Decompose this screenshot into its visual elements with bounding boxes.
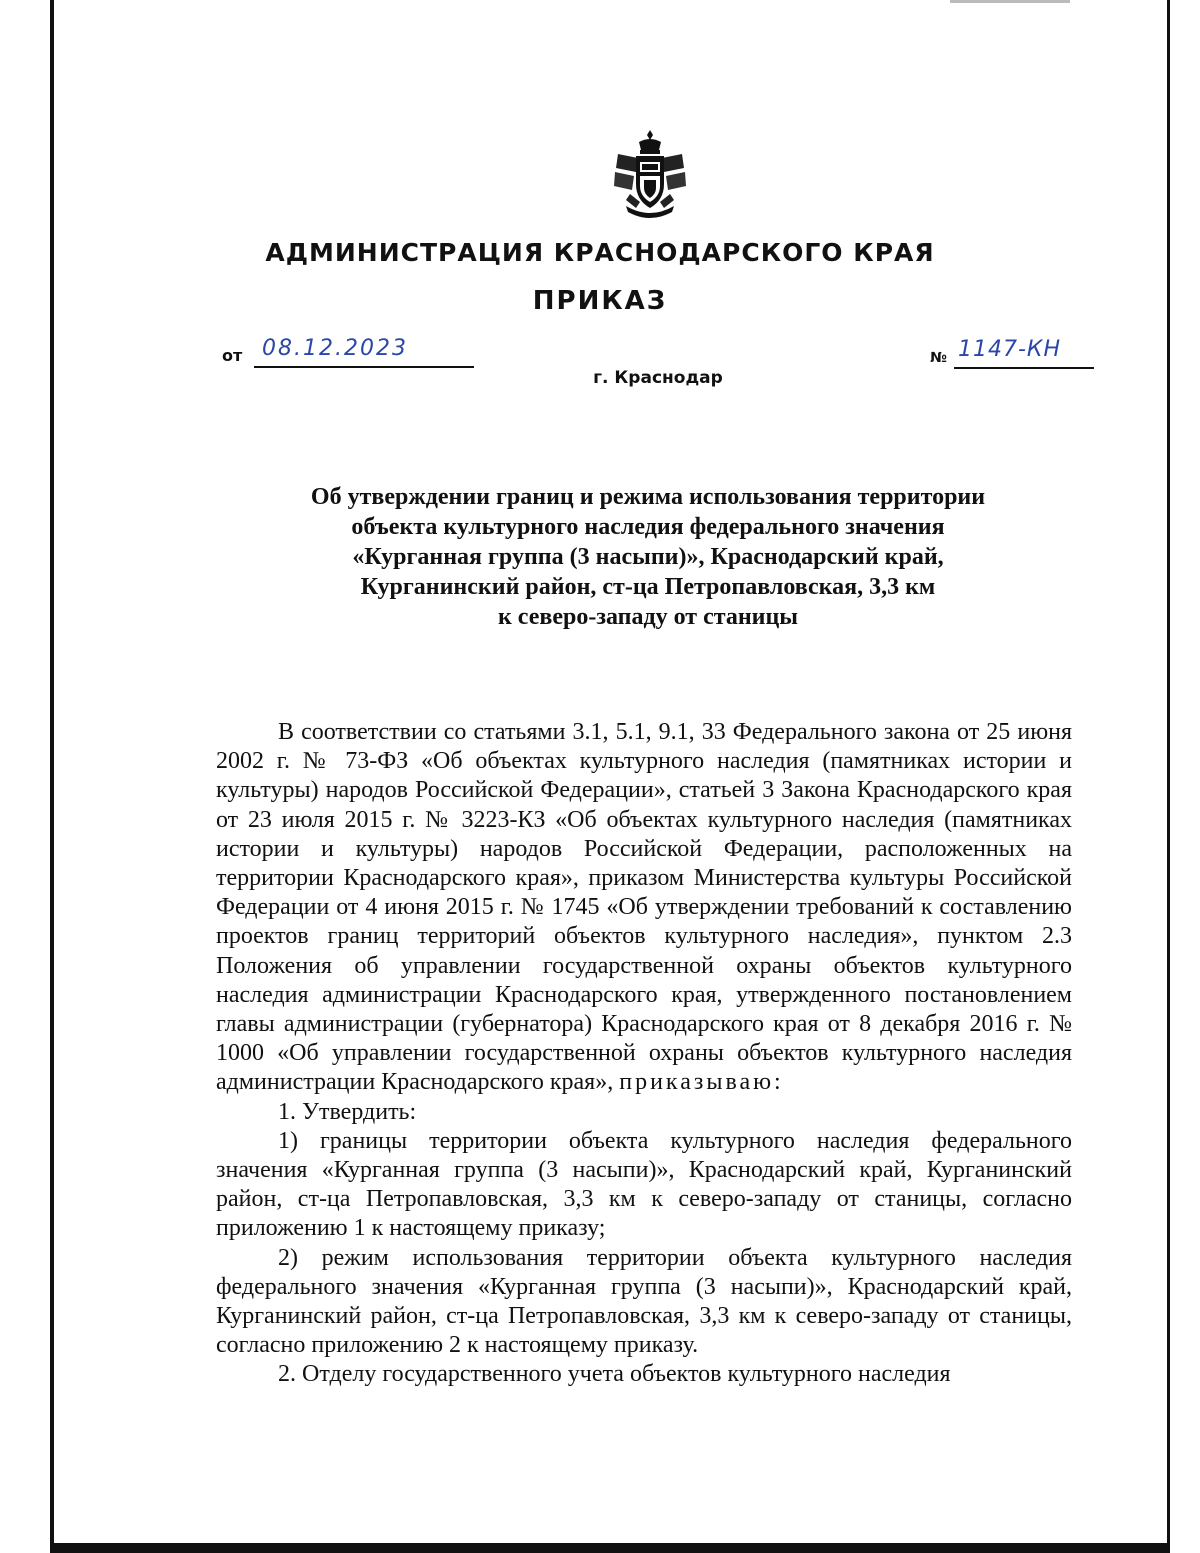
- order-body: [216, 718, 1072, 1390]
- scan-edge-bottom: [54, 1543, 1167, 1553]
- number-underline: [954, 367, 1094, 369]
- item-1-2: 2) режим использования территории объекта культурного наследия федерального значения «Курганная группа (3 насыпи)», Краснодарский край, Курганинский район, ст-ца Петропавловская, 3,3 км к северо-западу от станицы, согласно приложению 2 к настоящему приказу.: [216, 1244, 1072, 1359]
- subject-line: объекта культурного наследия федерального значения: [351, 514, 945, 540]
- preamble-paragraph: [216, 718, 1072, 1098]
- subject-line: Курганинский район, ст-ца Петропавловская, 3,3 км: [360, 574, 936, 600]
- scan-mark-top: [950, 0, 1070, 3]
- scan-edge-left: [50, 0, 54, 1553]
- order-subject: [0, 482, 1200, 632]
- city-line: г. Краснодар: [593, 368, 723, 388]
- subject-line: к северо-западу от станицы: [497, 604, 799, 630]
- date-value-handwritten: 08.12.2023: [262, 336, 408, 361]
- subject-line: Об утверждении границ и режима использования территории: [310, 484, 986, 510]
- scan-edge-right: [1167, 0, 1170, 1553]
- number-value-handwritten: 1147-КН: [958, 337, 1062, 362]
- document-type: ПРИКАЗ: [532, 286, 668, 316]
- order-word: приказываю:: [619, 1069, 784, 1096]
- organization-title: АДМИНИСТРАЦИЯ КРАСНОДАРСКОГО КРАЯ: [265, 238, 935, 267]
- item-1-1: 1) границы территории объекта культурного наследия федерального значения «Курганная группа (3 насыпи)», Краснодарский край, Курганинский район, ст-ца Петропавловская, 3,3 км к северо-западу от станицы, согласно приложению 1 к настоящему приказу;: [216, 1127, 1072, 1242]
- item-1: 1. Утвердить:: [278, 1098, 417, 1125]
- date-label: от: [222, 346, 243, 365]
- number-label: №: [930, 350, 947, 366]
- coat-of-arms-icon: [612, 128, 688, 220]
- subject-line: «Курганная группа (3 насыпи)», Краснодарский край,: [352, 544, 944, 570]
- preamble-text: В соответствии со статьями 3.1, 5.1, 9.1, 33 Федерального закона от 25 июня 2002 г. № 73-ФЗ «Об объектах культурного наследия (памятниках истории и культуры) народов Российской Федерации», статьей 3 Закона Краснодарского края от 23 июля 2015 г. № 3223-КЗ «Об объектах культурного наследия (памятниках истории и культуры) народов Российской Федерации, расположенных на территории Краснодарского края», приказом Министерства культуры Российской Федерации от 4 июня 2015 г. № 1745 «Об утверждении требований к составлению проектов границ территорий объектов культурного наследия», пунктом 2.3 Положения об управлении государственной охраны объектов культурного наследия администрации Краснодарского края, утвержденного постановлением главы администрации (губернатора) Краснодарского края от 8 декабря 2016 г. № 1000 «Об управлении государственной охраны объектов культурного наследия администрации Краснодарского края»,: [216, 719, 1072, 1096]
- item-2: 2. Отделу государственного учета объектов культурного наследия: [278, 1361, 951, 1388]
